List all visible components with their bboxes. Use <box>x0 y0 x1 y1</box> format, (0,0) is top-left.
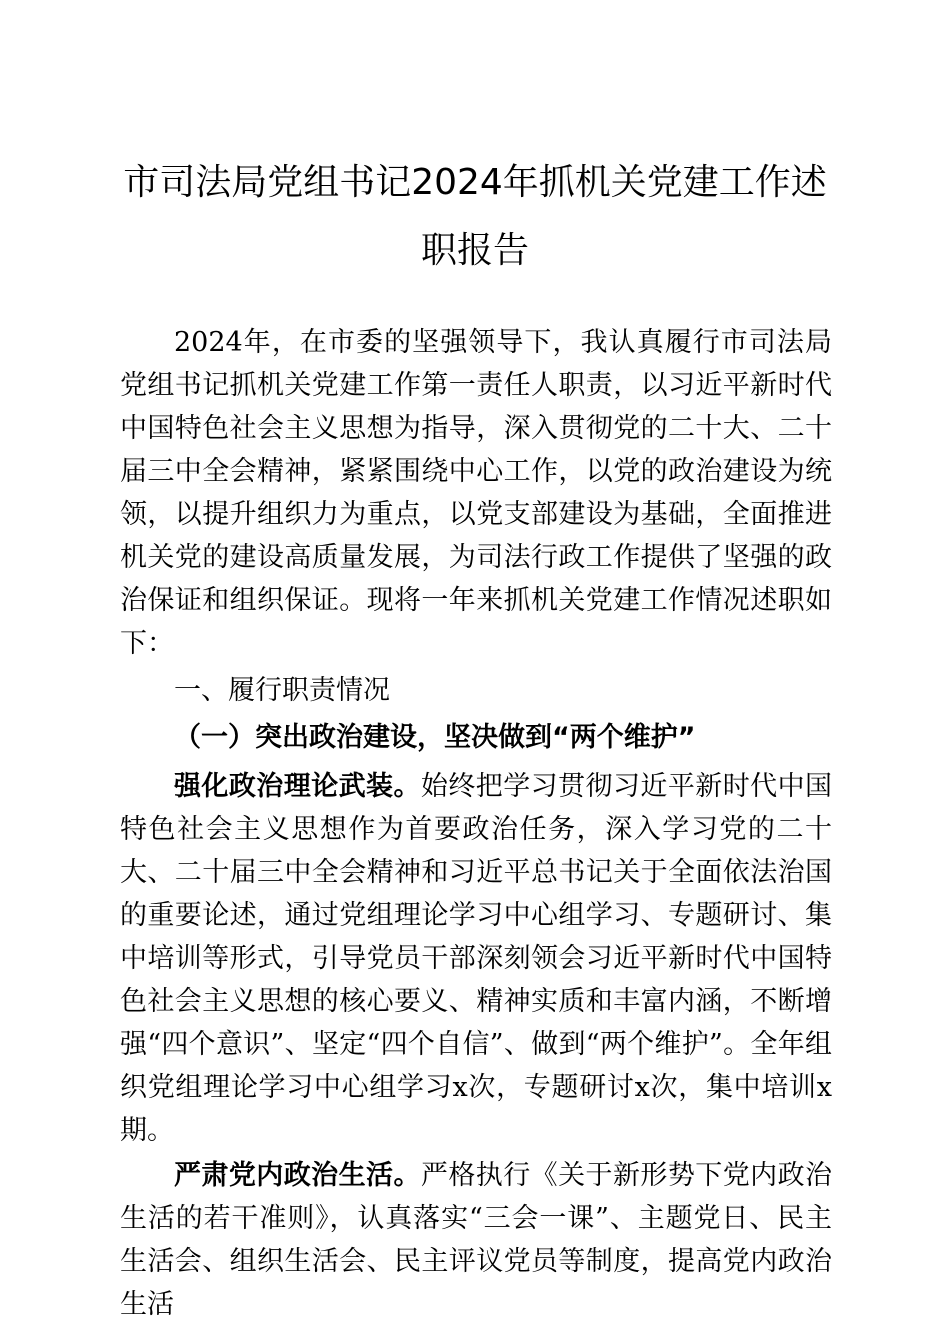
document-body <box>120 321 832 1326</box>
paragraph-lead: 严肃党内政治生活。 <box>174 1160 421 1191</box>
subsection-heading: （一）突出政治建设，坚决做到“两个维护” <box>174 722 696 753</box>
paragraph-text: 始终把学习贯彻习近平新时代中国特色社会主义思想作为首要政治任务，深入学习党的二十大、二十届三中全会精神和习近平总书记关于全面依法治国的重要论述，通过党组理论学习中心组学习、专题研讨、集中培训等形式，引导党员干部深刻领会习近平新时代中国特色社会主义思想的核心要义、精神实质和丰富内涵，不断增强“四个意识”、坚定“四个自信”、做到“两个维护”。全年组织党组理论学习中心组学习x次，专题研讨x次，集中培训x期。 <box>120 771 833 1146</box>
section-heading: 一、履行职责情况 <box>174 675 390 706</box>
paragraph-lead: 强化政治理论武装。 <box>174 771 421 802</box>
paragraph-political-life <box>120 1154 832 1326</box>
paragraph-text: 严格执行《关于新形势下党内政治生活的若干准则》，认真落实“三会一课”、主题党日、民主生活会、组织生活会、民主评议党员等制度，提高党内政治生活 <box>120 1160 833 1320</box>
intro-paragraph: 2024年，在市委的坚强领导下，我认真履行市司法局党组书记抓机关党建工作第一责任人职责，以习近平新时代中国特色社会主义思想为指导，深入贯彻党的二十大、二十届三中全会精神，紧紧围绕中心工作，以党的政治建设为统领，以提升组织力为重点，以党支部建设为基础，全面推进机关党的建设高质量发展，为司法行政工作提供了坚强的政治保证和组织保证。现将一年来抓机关党建工作情况述职如下： <box>120 327 832 659</box>
document-title-line-2: 职报告 <box>420 230 529 271</box>
document-title-line-1: 市司法局党组书记2024年抓机关党建工作述 <box>123 162 827 203</box>
paragraph-political-theory <box>120 765 832 1152</box>
